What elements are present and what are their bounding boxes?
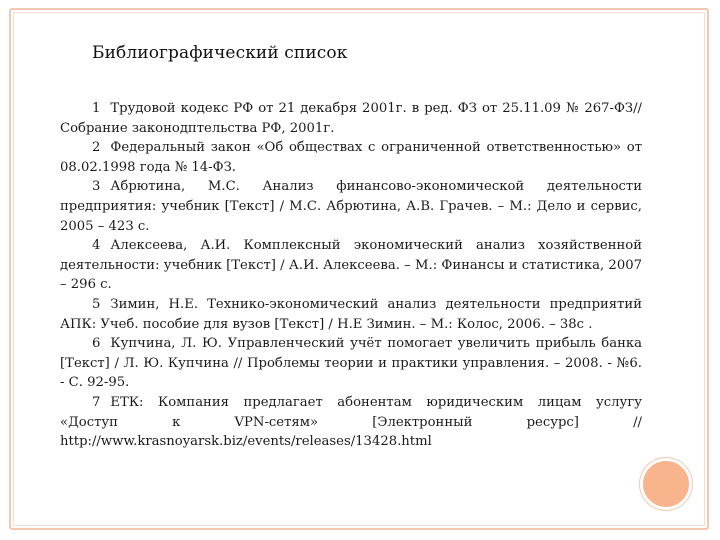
entry-number: 1 — [92, 101, 101, 116]
bibliography-entry — [60, 177, 642, 236]
entry-text: Зимин, Н.Е. Технико-экономический анализ деятельности предприятий АПК: Учеб. пособие для вузов [Текст] / Н.Е Зимин. – М.: Колос, 2006. – 38с . — [60, 296, 642, 332]
entry-number: 5 — [92, 296, 101, 312]
entry-text: ЕТК: Компания предлагает абонентам юридическим лицам услугу «Доступ к VPN-сетям» [Электронный ресурс] // http://www.krasnoyarsk.biz/events/releases/13428.html — [60, 394, 642, 450]
entry-text: Федеральный закон «Об обществах с ограниченной ответственностью» от 08.02.1998 года № 14-ФЗ. — [60, 140, 642, 175]
entry-number: 4 — [92, 238, 101, 254]
bibliography-entry — [60, 138, 642, 177]
bibliography-entry — [60, 99, 642, 138]
bibliography-entry — [60, 334, 642, 393]
entry-text: Трудовой кодекс РФ от 21 декабря 2001г. в ред. ФЗ от 25.11.09 № 267-ФЗ// Собрание законодптельства РФ, 2001г. — [60, 101, 642, 136]
decorative-circle-icon — [640, 458, 692, 510]
entry-text: Алексеева, А.И. Комплексный экономический анализ хозяйственной деятельности: учебник [Текст] / А.И. Алексеева. – М.: Финансы и статистика, 2007 – 296 с. — [60, 238, 642, 293]
bibliography-entry — [60, 393, 642, 452]
entry-number: 6 — [92, 336, 101, 352]
entry-number: 7 — [92, 394, 101, 410]
page-title: Библиографический список — [92, 43, 348, 63]
bibliography-list — [60, 99, 642, 452]
entry-text: Купчина, Л. Ю. Управленческий учёт помогает увеличить прибыль банка [Текст] / Л. Ю. Купчина // Проблемы теории и практики управления. – 2008. - №6. - С. 92-95. — [60, 336, 642, 391]
entry-text: Абрютина, М.С. Анализ финансово-экономической деятельности предприятия: учебник [Текст] / М.С. Абрютина, А.В. Грачев. – М.: Дело и сервис, 2005 – 423 с. — [60, 179, 642, 234]
entry-number: 3 — [92, 179, 101, 195]
bibliography-entry — [60, 236, 642, 295]
entry-number: 2 — [92, 140, 101, 156]
bibliography-entry — [60, 295, 642, 334]
